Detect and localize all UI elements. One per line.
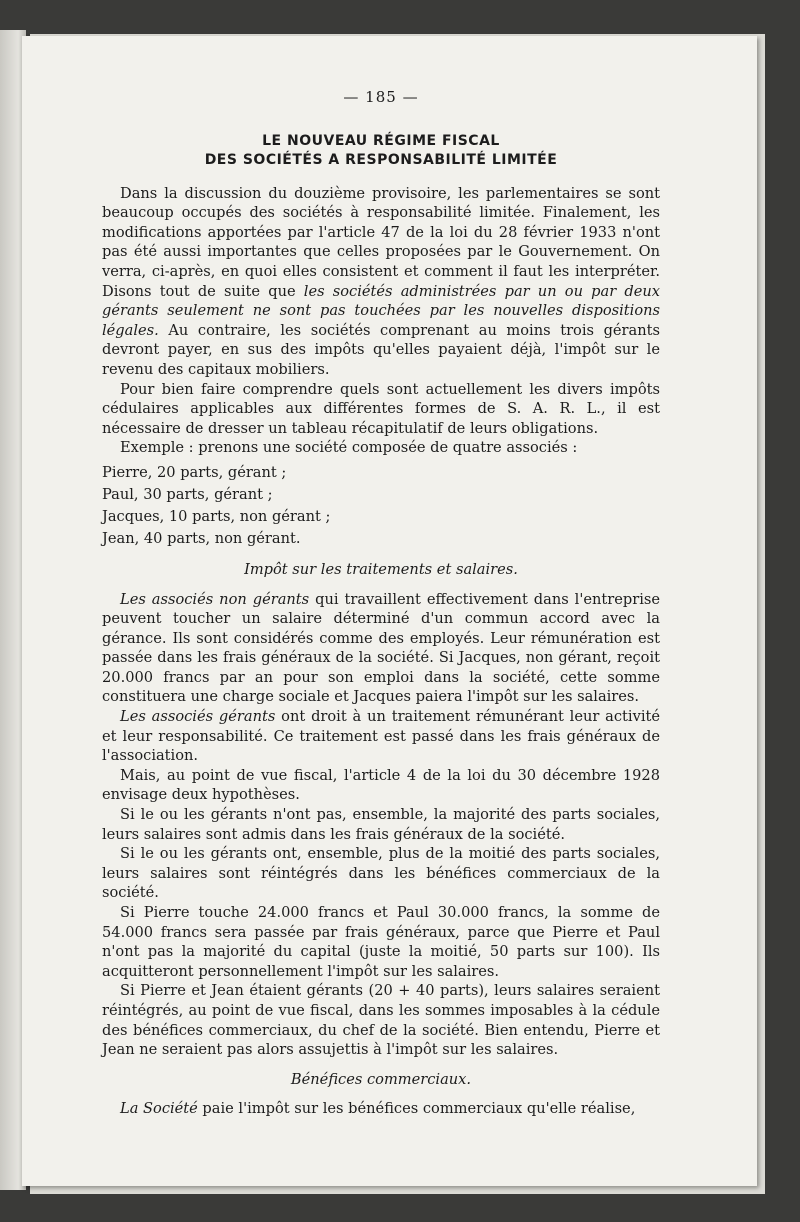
non-managers-text: qui travaillent effectivement dans l'entreprise peuvent toucher un salaire déterminé d'un commun accord avec la gérance. Ils sont considérés comme des employés. Leur rémunération est passée dans les frais généraux de la société. Si Jacques, non gérant, reçoit 20.000 francs par an pour son emploi dans la société, cette somme constituera une charge sociale et Jacques paiera l'impôt sur les salaires. bbox=[102, 590, 660, 706]
paragraph-hypothesis-1: Si le ou les gérants n'ont pas, ensemble, la majorité des parts sociales, leurs salaires sont admis dans les frais généraux de la société. bbox=[102, 806, 660, 843]
list-item: Jacques, 10 parts, non gérant ; bbox=[102, 507, 331, 525]
title-line-1: LE NOUVEAU RÉGIME FISCAL bbox=[262, 132, 500, 149]
document-page bbox=[22, 36, 757, 1186]
intro-emphasis: les sociétés administrées par un ou par deux gérants seulement ne sont pas touchées par les nouvelles dispositions légales. bbox=[102, 282, 660, 339]
paragraph-example-2: Si Pierre et Jean étaient gérants (20 + 40 parts), leurs salaires seraient réintégrés, au point de vue fiscal, dans les sommes imposables à la cédule des bénéfices commerciaux, du chef de la société. Bien entendu, Pierre et Jean ne seraient pas alors assujettis à l'impôt sur les salaires. bbox=[102, 982, 660, 1059]
title-line-2: DES SOCIÉTÉS A RESPONSABILITÉ LIMITÉE bbox=[204, 151, 558, 168]
paragraph-intro bbox=[102, 184, 660, 380]
managers-emphasis: Les associés gérants bbox=[120, 708, 276, 726]
list-item: Jean, 40 parts, non gérant. bbox=[102, 529, 301, 547]
paragraph-hypothesis-2: Si le ou les gérants ont, ensemble, plus de la moitié des parts sociales, leurs salaires sont réintégrés dans les bénéfices commerciaux de la société. bbox=[102, 845, 660, 902]
list-item: Pierre, 20 parts, gérant ; bbox=[102, 463, 287, 481]
intro-text-b: Au contraire, les sociétés comprenant au moins trois gérants devront payer, en sus des impôts qu'elles payaient déjà, l'impôt sur le revenu des capitaux mobiliers. bbox=[102, 321, 660, 378]
company-emphasis: La Société bbox=[120, 1100, 198, 1118]
article-title bbox=[102, 132, 660, 170]
section-heading-profits: Bénéfices commerciaux. bbox=[290, 1070, 472, 1088]
intro-text-a: Dans la discussion du douzième provisoire, les parlementaires se sont beaucoup occupés des sociétés à responsabilité limitée. Finalement, les modifications apportées par l'article 47 de la loi du 28 février 1933 n'ont pas été aussi importantes que celles proposées par le Gouvernement. On verra, ci-après, en quoi elles consistent et comment il faut les interpréter. Disons tout de suite que bbox=[102, 184, 660, 300]
non-managers-emphasis: Les associés non gérants bbox=[120, 590, 310, 608]
page-number: — 185 — bbox=[343, 88, 419, 106]
paragraph-non-managers bbox=[102, 590, 660, 708]
associates-list bbox=[102, 462, 660, 550]
list-item: Paul, 30 parts, gérant ; bbox=[102, 485, 273, 503]
paragraph-example: Exemple : prenons une société composée de quatre associés : bbox=[120, 439, 578, 457]
managers-text: ont droit à un traitement rémunérant leur activité et leur responsabilité. Ce traitement est passé dans les frais généraux de l'association. bbox=[102, 708, 661, 765]
paragraph-company bbox=[102, 1099, 660, 1119]
section-heading-salaries: Impôt sur les traitements et salaires. bbox=[244, 560, 518, 578]
paragraph-explanation: Pour bien faire comprendre quels sont actuellement les divers impôts cédulaires applicables aux différentes formes de S. A. R. L., il est nécessaire de dresser un tableau récapitulatif de leurs obligations. bbox=[102, 380, 660, 437]
paragraph-fiscal: Mais, au point de vue fiscal, l'article 4 de la loi du 30 décembre 1928 envisage deux hypothèses. bbox=[102, 766, 660, 804]
paragraph-managers bbox=[102, 707, 660, 766]
paragraph-example-1: Si Pierre touche 24.000 francs et Paul 30.000 francs, la somme de 54.000 francs sera passée par frais généraux, parce que Pierre et Paul n'ont pas la majorité du capital (juste la moitié, 50 parts sur 100). Ils acquitteront personnellement l'impôt sur les salaires. bbox=[102, 904, 660, 980]
page-body bbox=[102, 88, 660, 1119]
company-text: paie l'impôt sur les bénéfices commerciaux qu'elle réalise, bbox=[197, 1100, 636, 1118]
